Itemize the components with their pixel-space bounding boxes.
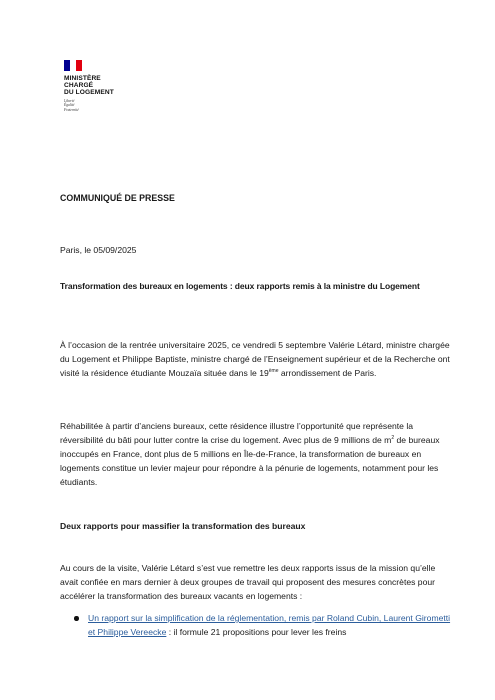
reports-list (74, 611, 455, 639)
report-link[interactable]: Un rapport sur la simplification de la réglementation, remis par Roland Cubin, Laurent Girometti et Philippe Vereecke (88, 613, 451, 637)
list-item (74, 611, 455, 639)
motto-liberte: Liberté (64, 99, 75, 103)
marianne-flag-icon (64, 60, 82, 71)
paragraph-reports: Au cours de la visite, Valérie Létard s’est vue remettre les deux rapports issus de la mission qu’elle avait confiée en mars dernier à deux groupes de travail qui proposent des mesures concrètes pour accélérer la transformation des bureaux vacants en logements : (60, 563, 436, 601)
ministry-logo (64, 60, 144, 112)
paragraph-intro (60, 338, 455, 380)
bullet-icon (74, 616, 79, 621)
paragraph-reversibility-text: Réhabilitée à partir d’anciens bureaux, cette résidence illustre l’opportunité que représente la réversibilité du bâti pour lutter contre la crise du logement. Avec plus de 9 millions de m (60, 421, 414, 445)
paragraph-reversibility (60, 419, 455, 489)
release-date: Paris, le 05/09/2025 (60, 245, 137, 255)
paragraph-intro-text: À l’occasion de la rentrée universitaire 2025, ce vendredi 5 septembre Valérie Létard, ministre chargée du Logement et Philippe Baptiste, ministre chargé de l’Enseignement supérieur et de la Recherche ont visité la résidence étudiante Mouzaïa située dans le 19 (60, 340, 450, 378)
superscript-eme: ème (268, 368, 279, 374)
motto-fraternite: Fraternité (64, 107, 79, 112)
list-item-text: : il formule 21 propositions pour lever les freins (166, 627, 347, 637)
paragraph-intro-end: arrondissement de Paris. (278, 368, 377, 378)
logo-line-3: DU LOGEMENT (64, 89, 114, 96)
republic-motto (64, 99, 144, 112)
paragraph-reversibility-end: de bureaux inoccupés en France, dont plus de 5 millions en Île-de-France, la transformation de bureaux en logements constitue un levier majeur pour répondre à la pénurie de logements, notamment pour les étudiants. (60, 435, 440, 487)
superscript-squared: 2 (391, 435, 395, 441)
logo-line-1: MINISTÈRE (64, 75, 101, 82)
section-subheading: Deux rapports pour massifier la transformation des bureaux (60, 521, 306, 531)
press-release-title: COMMUNIQUÉ DE PRESSE (60, 193, 175, 203)
motto-egalite: Égalité (64, 103, 75, 108)
logo-line-2: CHARGÉ (64, 82, 94, 89)
headline: Transformation des bureaux en logements : deux rapports remis à la ministre du Logement (60, 281, 420, 291)
